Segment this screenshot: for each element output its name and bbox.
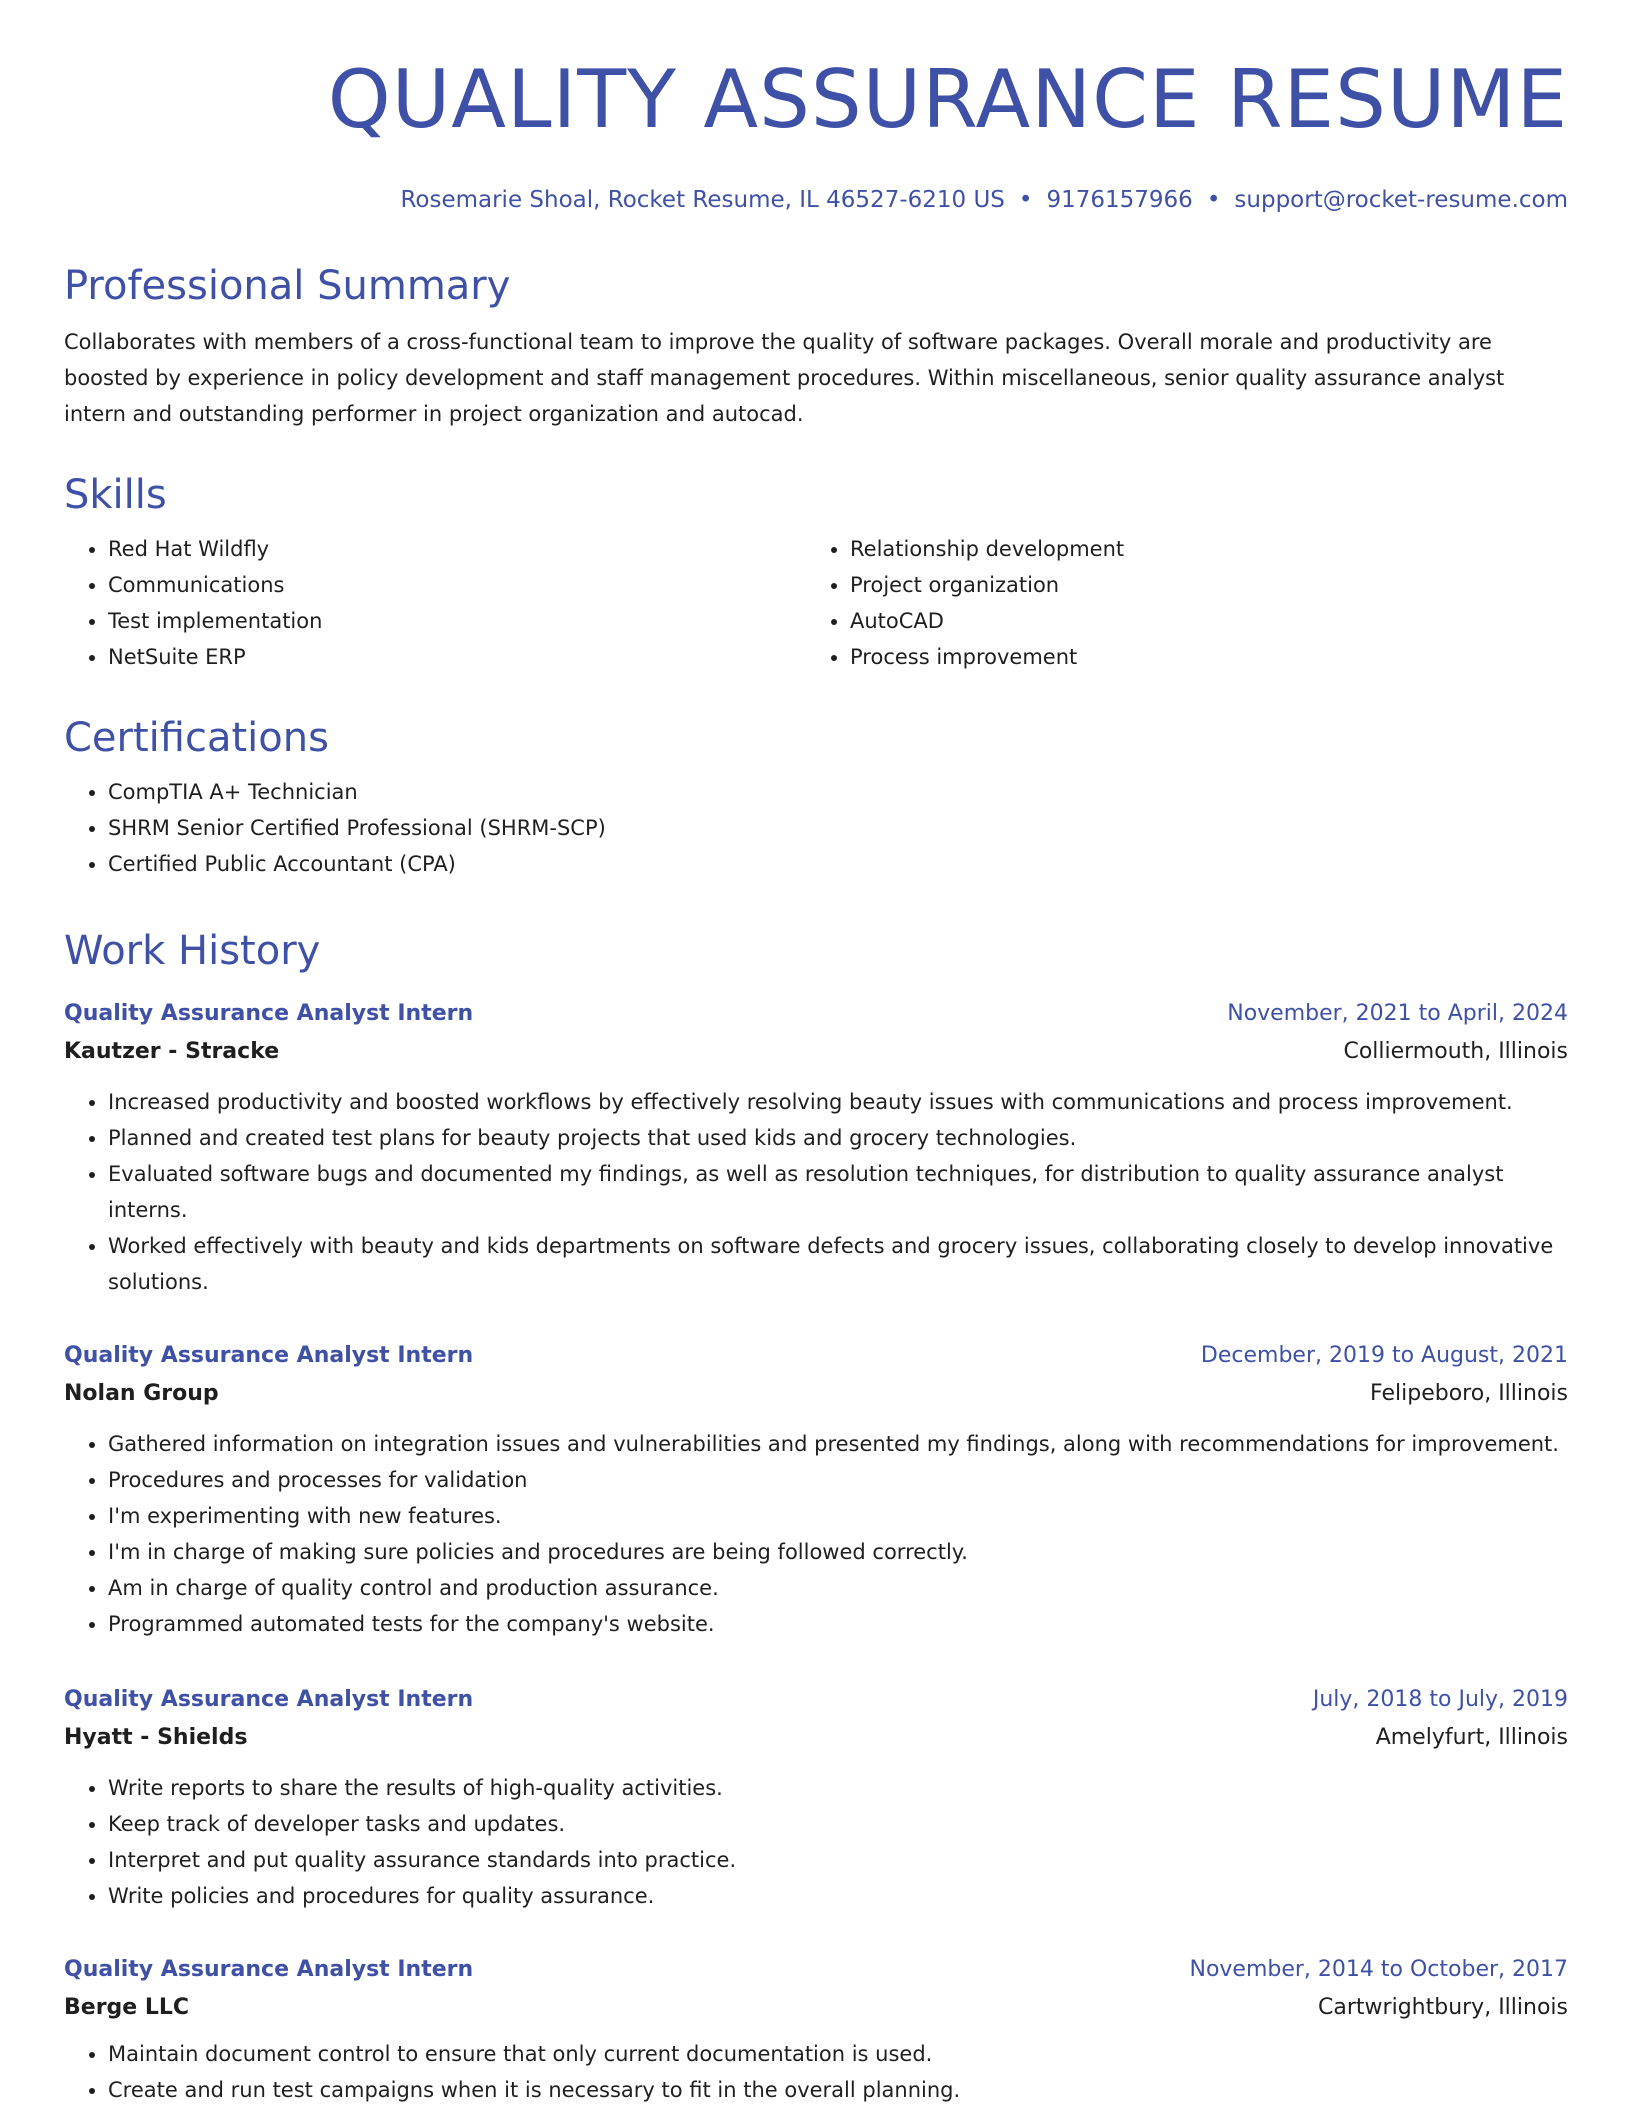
skill-item: • Test implementation	[108, 603, 806, 639]
job-company: Kautzer - Stracke	[64, 1039, 280, 1064]
resume-title: QUALITY ASSURANCE RESUME	[327, 53, 1568, 146]
resume-header	[64, 0, 1568, 216]
job-dates: November, 2021 to April, 2024	[1227, 1001, 1568, 1026]
summary-section	[64, 262, 1568, 432]
summary-text: Collaborates with members of a cross-functional team to improve the quality of software packages. Overall morale and productivity are boosted by experience in policy development and staff management procedures. Within miscellaneous, senior quality assurance analyst intern and outstanding performer in project organization and autocad.	[64, 330, 1505, 426]
separator-dot: •	[1018, 187, 1033, 213]
job-title: Quality Assurance Analyst Intern	[64, 1957, 474, 1982]
skills-column-right	[806, 531, 1548, 675]
separator-dot: •	[1206, 187, 1221, 213]
work-history-section	[64, 927, 1568, 975]
job-company: Hyatt - Shields	[64, 1725, 248, 1750]
skills-heading: Skills	[64, 472, 167, 518]
job-entry	[64, 996, 1568, 1300]
skill-item: • NetSuite ERP	[108, 639, 806, 675]
job-bullet: • Evaluated software bugs and documented my findings, as well as resolution techniques, for distribution to quality assurance analyst interns.	[108, 1156, 1568, 1228]
job-company: Berge LLC	[64, 1995, 190, 2020]
job-location: Amelyfurt, Illinois	[1375, 1725, 1568, 1750]
contact-line	[64, 184, 1568, 216]
job-bullet: • Planned and created test plans for beauty projects that used kids and grocery technologies.	[108, 1120, 1568, 1156]
skill-item: • Project organization	[850, 567, 1548, 603]
job-bullet: • Gathered information on integration issues and vulnerabilities and presented my findings, along with recommendations for improvement.	[108, 1426, 1568, 1462]
job-entry	[64, 1952, 1568, 2108]
contact-phone: 9176157966	[1046, 187, 1193, 213]
skills-section	[64, 471, 1568, 675]
job-bullet: • Write policies and procedures for quality assurance.	[108, 1878, 1568, 1914]
certifications-section	[64, 714, 1568, 882]
job-bullet: • Programmed automated tests for the company's website.	[108, 1606, 1568, 1642]
job-title: Quality Assurance Analyst Intern	[64, 1687, 474, 1712]
job-bullet: • I'm in charge of making sure policies and procedures are being followed correctly.	[108, 1534, 1568, 1570]
job-location: Colliermouth, Illinois	[1343, 1039, 1568, 1064]
job-bullet: • Interpret and put quality assurance standards into practice.	[108, 1842, 1568, 1878]
certification-item: • Certified Public Accountant (CPA)	[108, 846, 1568, 882]
job-dates: November, 2014 to October, 2017	[1189, 1957, 1568, 1982]
job-title: Quality Assurance Analyst Intern	[64, 1343, 474, 1368]
job-entry	[64, 1682, 1568, 1914]
job-bullet: • Am in charge of quality control and production assurance.	[108, 1570, 1568, 1606]
job-company: Nolan Group	[64, 1381, 219, 1406]
job-bullet: • Create and run test campaigns when it is necessary to fit in the overall planning.	[108, 2072, 1568, 2108]
job-dates: December, 2019 to August, 2021	[1200, 1343, 1568, 1368]
job-bullet: • Increased productivity and boosted workflows by effectively resolving beauty issues with communications and process improvement.	[108, 1084, 1568, 1120]
skill-item: • Communications	[108, 567, 806, 603]
job-entry	[64, 1338, 1568, 1642]
skill-item: • Relationship development	[850, 531, 1548, 567]
job-location: Felipeboro, Illinois	[1370, 1381, 1568, 1406]
job-bullet: • Worked effectively with beauty and kids departments on software defects and grocery issues, collaborating closely to develop innovative solutions.	[108, 1228, 1568, 1300]
job-title: Quality Assurance Analyst Intern	[64, 1001, 474, 1026]
work-history-heading: Work History	[64, 928, 321, 974]
job-dates: July, 2018 to July, 2019	[1312, 1687, 1568, 1712]
certifications-heading: Certifications	[64, 715, 329, 761]
skill-item: • Red Hat Wildfly	[108, 531, 806, 567]
job-bullet: • Write reports to share the results of high-quality activities.	[108, 1770, 1568, 1806]
skill-item: • Process improvement	[850, 639, 1548, 675]
certification-item: • CompTIA A+ Technician	[108, 774, 1568, 810]
summary-heading: Professional Summary	[64, 263, 511, 309]
certification-item: • SHRM Senior Certified Professional (SHRM-SCP)	[108, 810, 1568, 846]
job-bullet: • Maintain document control to ensure that only current documentation is used.	[108, 2036, 1568, 2072]
skills-columns	[64, 531, 1568, 675]
contact-email: support@rocket-resume.com	[1234, 187, 1568, 213]
job-bullet: • Procedures and processes for validation	[108, 1462, 1568, 1498]
skills-column-left	[64, 531, 806, 675]
job-bullet: • I'm experimenting with new features.	[108, 1498, 1568, 1534]
job-bullet: • Keep track of developer tasks and updates.	[108, 1806, 1568, 1842]
contact-address: Rosemarie Shoal, Rocket Resume, IL 46527-6210 US	[400, 187, 1005, 213]
job-location: Cartwrightbury, Illinois	[1318, 1995, 1568, 2020]
skill-item: • AutoCAD	[850, 603, 1548, 639]
